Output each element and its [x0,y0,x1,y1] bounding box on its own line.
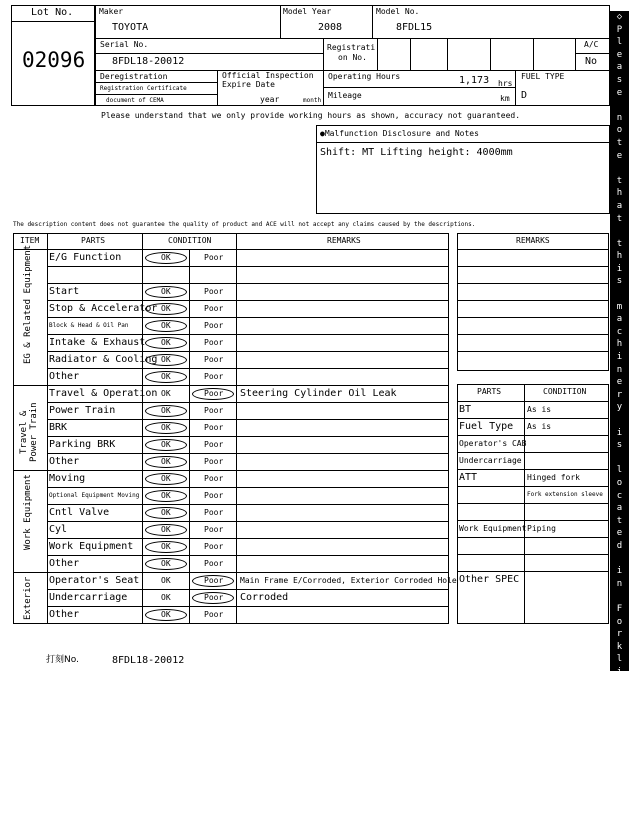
row-part-label: Travel & Operation [49,388,158,399]
sidebar-char [617,590,622,603]
poor-option: Poor [204,474,224,483]
parts-table-condition: Fork extension sleeve [527,491,603,498]
poor-option: Poor [204,542,224,551]
ok-selected-mark [145,490,187,502]
year-label: year [260,95,280,104]
model-no-label: Model No. [376,7,420,16]
ok-selected-mark [145,609,187,621]
sidebar-char: a [616,314,623,325]
ok-selected-mark [145,558,187,570]
stamp-no-value: 8FDL18-20012 [112,655,185,666]
row-part-label: Work Equipment [49,541,134,552]
parts-table-condition: As is [527,422,552,431]
ok-option: OK [161,253,171,262]
deregistration-label: Deregistration [100,72,168,81]
ac-value: No [585,56,598,67]
row-part-label: Other [49,456,80,467]
ok-selected-mark [145,507,187,519]
row-part-label: Start [49,286,80,297]
poor-option: Poor [204,372,224,381]
sidebar-char: y [616,402,623,413]
sidebar-char: c [616,490,623,501]
ok-option: OK [161,321,171,330]
remarks-header: REMARKS [327,236,361,245]
sidebar-char: l [616,465,623,476]
poor-option: Poor [204,304,224,313]
parts-table-condition: Piping [527,524,556,533]
registration-certificate-label: Registration Certificate [100,85,187,92]
sidebar-char: t [616,175,623,186]
ok-selected-mark [145,541,187,553]
parts-header: PARTS [81,236,106,245]
fuel-type-value: D [521,90,528,101]
row-remark: Steering Cylinder Oil Leak [240,388,397,399]
sidebar-char: r [616,742,623,753]
row-part-label: E/G Function [49,252,122,263]
sidebar-char: e [616,87,623,98]
row-part-label: Operator's Seat [49,575,140,586]
sidebar-char: a [616,62,623,73]
group-label-work: Work Equipment [23,474,33,550]
sidebar-char: i [616,263,623,274]
sidebar-char [617,162,622,175]
sidebar-char: k [616,641,623,652]
document-cema-label: document of CEMA [106,97,164,104]
inspection-label-2: Expire Date [222,80,275,89]
row-part-label: Other [49,371,80,382]
parts-table-part: Operator's CAB [459,439,527,448]
parts-table-condition: Hinged fork [527,473,580,482]
parts-condition-table [457,384,609,624]
disclaimer: The description content does not guarantee the quality of product and ACE will not accept any claims caused by the descriptions. [13,221,476,228]
sidebar-char: ◇ [616,12,623,22]
ok-selected-mark [145,320,187,332]
parts-table-part: Fuel Type [459,421,514,432]
maker-value: TOYOTA [112,22,149,33]
poor-selected-mark [192,388,234,400]
poor-option: Poor [204,576,224,585]
poor-option: Poor [204,406,224,415]
sidebar-char [617,99,622,112]
sidebar-char: a [616,200,623,211]
ok-selected-mark [145,473,187,485]
parts-table-part: Work Equipment [459,524,527,533]
row-part-label: Other [49,558,80,569]
sidebar-char: f [616,679,623,690]
sidebar-char: l [616,654,623,665]
operating-hours-label: Operating Hours [328,72,401,81]
sidebar-char: c [616,326,623,337]
ok-selected-mark [145,422,187,434]
poor-option: Poor [204,457,224,466]
parts-table-condition-header: CONDITION [543,387,587,396]
poor-option: Poor [204,593,224,602]
row-part-label: Intake & Exhaust [49,337,146,348]
sidebar-char: m [616,301,623,312]
lot-number: 02096 [22,48,86,72]
row-part-label: Stop & Accelerator [49,303,158,314]
sidebar-char: n [616,112,623,123]
ok-option: OK [161,389,171,398]
sidebar-char [617,553,622,566]
sidebar-char: n [616,780,623,791]
ok-selected-mark [145,286,187,298]
condition-header: CONDITION [168,236,212,245]
fuel-type-label: FUEL TYPE [521,72,565,81]
mileage-label: Mileage [328,91,362,100]
model-year-label: Model Year [283,7,332,16]
ok-selected-mark [145,252,187,264]
poor-option: Poor [204,389,224,398]
ok-option: OK [161,406,171,415]
ok-selected-mark [145,456,187,468]
group-label-eg: EG & Related Equipment [23,244,33,364]
sidebar-char: r [616,389,623,400]
model-year-value: 2008 [318,22,343,33]
row-part-label: Block & Head & Oil Pan [49,322,129,329]
sidebar-char: t [616,213,623,224]
malfunction-box [316,125,610,214]
sidebar-char: t [616,137,623,148]
ok-option: OK [161,576,171,585]
ok-selected-mark [145,439,187,451]
item-header: ITEM [20,236,40,245]
malfunction-notes: Shift: MT Lifting height: 4000mm [320,147,513,158]
sidebar-char: i [616,666,623,677]
parts-table-parts-header: PARTS [477,387,502,396]
poor-option: Poor [204,508,224,517]
maker-label: Maker [99,7,124,16]
sidebar-char: t [616,515,623,526]
inspection-label: Official Inspection [222,71,314,80]
model-no-value: 8FDL15 [396,22,433,33]
sidebar-char: d [616,540,623,551]
working-hours-notice: Please understand that we only provide working hours as shown, accuracy not guaranteed. [101,111,521,120]
ok-option: OK [161,372,171,381]
poor-option: Poor [204,610,224,619]
row-part-label: Radiator & Cooling [49,354,158,365]
poor-option: Poor [204,321,224,330]
sidebar-char [617,414,622,427]
malfunction-title: ●Malfunction Disclosure and Notes [320,129,479,138]
sidebar-char: t [616,238,623,249]
stamp-no-label: 打刻No. [46,655,79,665]
sidebar-char: a [616,729,623,740]
sidebar-char: k [616,755,623,766]
sidebar-char: e [616,150,623,161]
ok-option: OK [161,508,171,517]
sidebar-char: s [616,74,623,85]
hrs-label: hrs [498,79,513,88]
row-remark: Main Frame E/Corroded, Exterior Corroded Hole [240,576,457,585]
parts-table-part: Undercarriage [459,456,522,465]
ok-selected-mark [145,337,187,349]
ok-selected-mark [145,303,187,315]
operating-hours-value: 1,173 [459,75,490,86]
ok-option: OK [161,457,171,466]
ok-selected-mark [145,371,187,383]
poor-option: Poor [204,287,224,296]
poor-selected-mark [192,575,234,587]
sidebar-char: P [616,717,623,728]
group-label-travel: Travel & Power Train [19,402,39,462]
parts-table-part: ATT [459,472,478,483]
sidebar-char: i [616,352,623,363]
row-part-label: Moving [49,473,86,484]
sidebar-char: h [616,339,623,350]
poor-option: Poor [204,440,224,449]
sidebar-char: i [616,427,623,438]
ok-selected-mark [145,524,187,536]
ok-option: OK [161,491,171,500]
sidebar-char [617,225,622,238]
sidebar-char: i [616,767,623,778]
parts-table-condition: As is [527,405,552,414]
sidebar-char: t [616,692,623,703]
parts-table-part: Other SPEC [459,574,520,585]
sidebar-char: n [616,364,623,375]
right-remarks-header: REMARKS [516,236,550,245]
ok-option: OK [161,474,171,483]
ac-label: A/C [584,40,599,49]
row-remark: Corroded [240,592,289,603]
sidebar-char: h [616,251,623,262]
ok-option: OK [161,355,171,364]
ok-option: OK [161,423,171,432]
poor-option: Poor [204,423,224,432]
sidebar-char: g [616,792,623,803]
serial-no-label: Serial No. [100,40,149,49]
row-part-label: Cntl Valve [49,507,110,518]
ok-option: OK [161,525,171,534]
month-label: month [303,97,322,104]
sidebar-char: P [616,24,623,35]
sidebar-char: i [616,566,623,577]
sidebar-char: h [616,188,623,199]
row-part-label: Optional Equipment Moving [49,492,140,499]
ok-option: OK [161,542,171,551]
sidebar-char: e [616,377,623,388]
ok-option: OK [161,338,171,347]
poor-selected-mark [192,592,234,604]
sidebar-char: e [616,528,623,539]
poor-option: Poor [204,491,224,500]
ok-option: OK [161,304,171,313]
poor-option: Poor [204,253,224,262]
poor-option: Poor [204,559,224,568]
location-note-sidebar [610,11,629,816]
row-part-label: BRK [49,422,68,433]
sidebar-char: o [616,125,623,136]
ok-option: OK [161,287,171,296]
parts-table-part: BT [459,404,472,415]
poor-option: Poor [204,338,224,347]
row-part-label: Other [49,609,80,620]
sidebar-char: r [616,629,623,640]
ok-option: OK [161,593,171,602]
serial-no-value: 8FDL18-20012 [112,56,185,67]
ok-selected-mark [145,405,187,417]
poor-option: Poor [204,355,224,364]
sidebar-char: e [616,49,623,60]
sidebar-char: a [616,503,623,514]
row-part-label: Parking BRK [49,439,116,450]
sidebar-char: o [616,477,623,488]
ok-option: OK [161,559,171,568]
poor-option: Poor [204,525,224,534]
registration-label-2: on No. [338,53,367,62]
row-part-label: Cyl [49,524,68,535]
registration-label: Registrati [327,43,376,52]
row-part-label: Power Train [49,405,116,416]
sidebar-char: s [616,276,623,287]
sidebar-char [617,288,622,301]
sidebar-char [617,704,622,717]
sidebar-char: ◇ [616,805,623,816]
ok-selected-mark [145,354,187,366]
group-label-exterior: Exterior [23,576,33,620]
row-part-label: Undercarriage [49,592,128,603]
km-label: km [500,94,510,103]
sidebar-char: s [616,440,623,451]
sidebar-char: o [616,616,623,627]
sidebar-char: l [616,37,623,48]
ok-option: OK [161,610,171,619]
lot-no-label: Lot No. [31,7,74,18]
sidebar-char: F [616,603,623,614]
sidebar-char: n [616,578,623,589]
ok-option: OK [161,440,171,449]
sidebar-char [617,452,622,465]
